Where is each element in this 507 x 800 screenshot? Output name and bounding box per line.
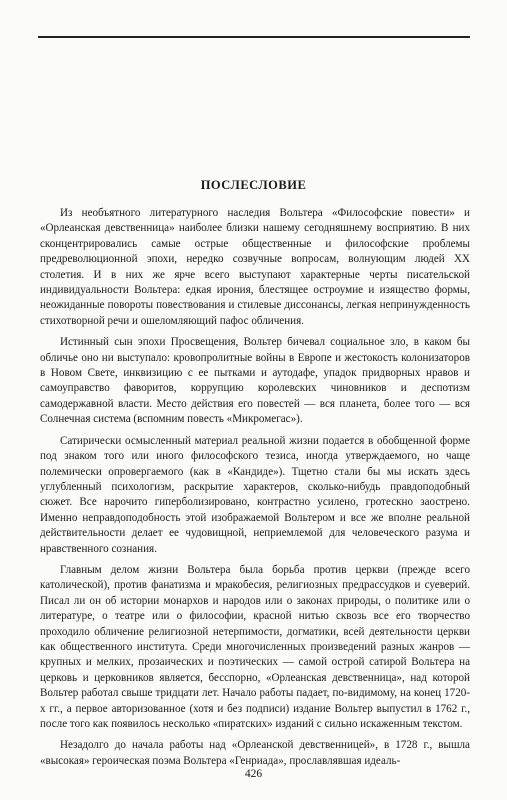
header-rule <box>38 36 470 38</box>
paragraph-2: Истинный сын эпохи Просвещения, Вольтер бичевал социальное зло, в каком бы обличье оно ни выступало: кровопролитные войны в Европе и жестокость колонизаторов в Новом Свете, инквизицию с ее пытками и аутодафе, упадок придворных нравов и самоуправство фаворитов, коррупцию королевских чиновников и деспотизм самодержавной власти. Место действия его повестей — вся планета, более того — вся Солнечная система (вспомним повесть «Микромегас»). <box>40 336 470 426</box>
paragraph-1: Из необъятного литературного наследия Вольтера «Философские повести» и «Орлеанская девственница» наиболее близки нашему сегодняшнему восприятию. В них сконцентрировались самые острые общественные и философские проблемы предреволюционной эпохи, нередко созвучные вопросам, волнующим людей XX столетия. И в них же ярче всего выступают характерные черты писательской индивидуальности Вольтера: едкая ирония, блестящее остроумие и изящество формы, неожиданные повороты повествования и стилевые диссонансы, легкая непринужденность стихотворной речи и ошеломляющий пафос обличения. <box>40 207 470 327</box>
paragraph-4: Главным делом жизни Вольтера была борьба против церкви (прежде всего католической), против фанатизма и мракобесия, религиозных предрассудков и суеверий. Писал ли он об истории монархов и народов или о законах природы, о политике или о литературе, о театре или о философии, красной нитью сквозь все его творчество проходило обличение религиозной нетерпимости, догматики, всей деятельности церкви как общественного института. Среди многочисленных произведений разных жанров — крупных и мелких, прозаических и поэтических — самой острой сатирой Вольтера на церковь и церковников является, бесспорно, «Орлеанская девственница», над которой Вольтер работал свыше тридцати лет. Начало работы падает, по-видимому, на конец 1720-х гг., а первое авторизованное (хотя и без подписи) издание Вольтер выпустил в 1762 г., после того как появилось несколько «пиратских» изданий с сильно искаженным текстом. <box>40 563 470 730</box>
section-heading: ПОСЛЕСЛОВИЕ <box>200 178 307 192</box>
paragraph-5: Незадолго до начала работы над «Орлеанской девственницей», в 1728 г., вышла «высокая» героическая поэма Вольтера «Генриада», прославлявшая идеаль- <box>40 739 470 767</box>
body-text <box>40 206 470 775</box>
page-number: 426 <box>244 768 263 780</box>
paragraph-3: Сатирически осмысленный материал реальной жизни подается в обобщенной форме под знаком того или иного философского тезиса, иногда утверждаемого, но чаще полемически опровергаемого (как в «Кандиде»). Тщетно стали бы мы искать здесь углубленный психологизм, раскрытие характеров, сколько-нибудь правдоподобный сюжет. Все нарочито гиперболизировано, контрастно усилено, гротескно заострено. Именно неправдоподобность этой изображаемой Вольтером и все же вполне реальной действительности делает ее чудовищной, неприемлемой для человеческого разума и нравственного сознания. <box>40 434 470 555</box>
